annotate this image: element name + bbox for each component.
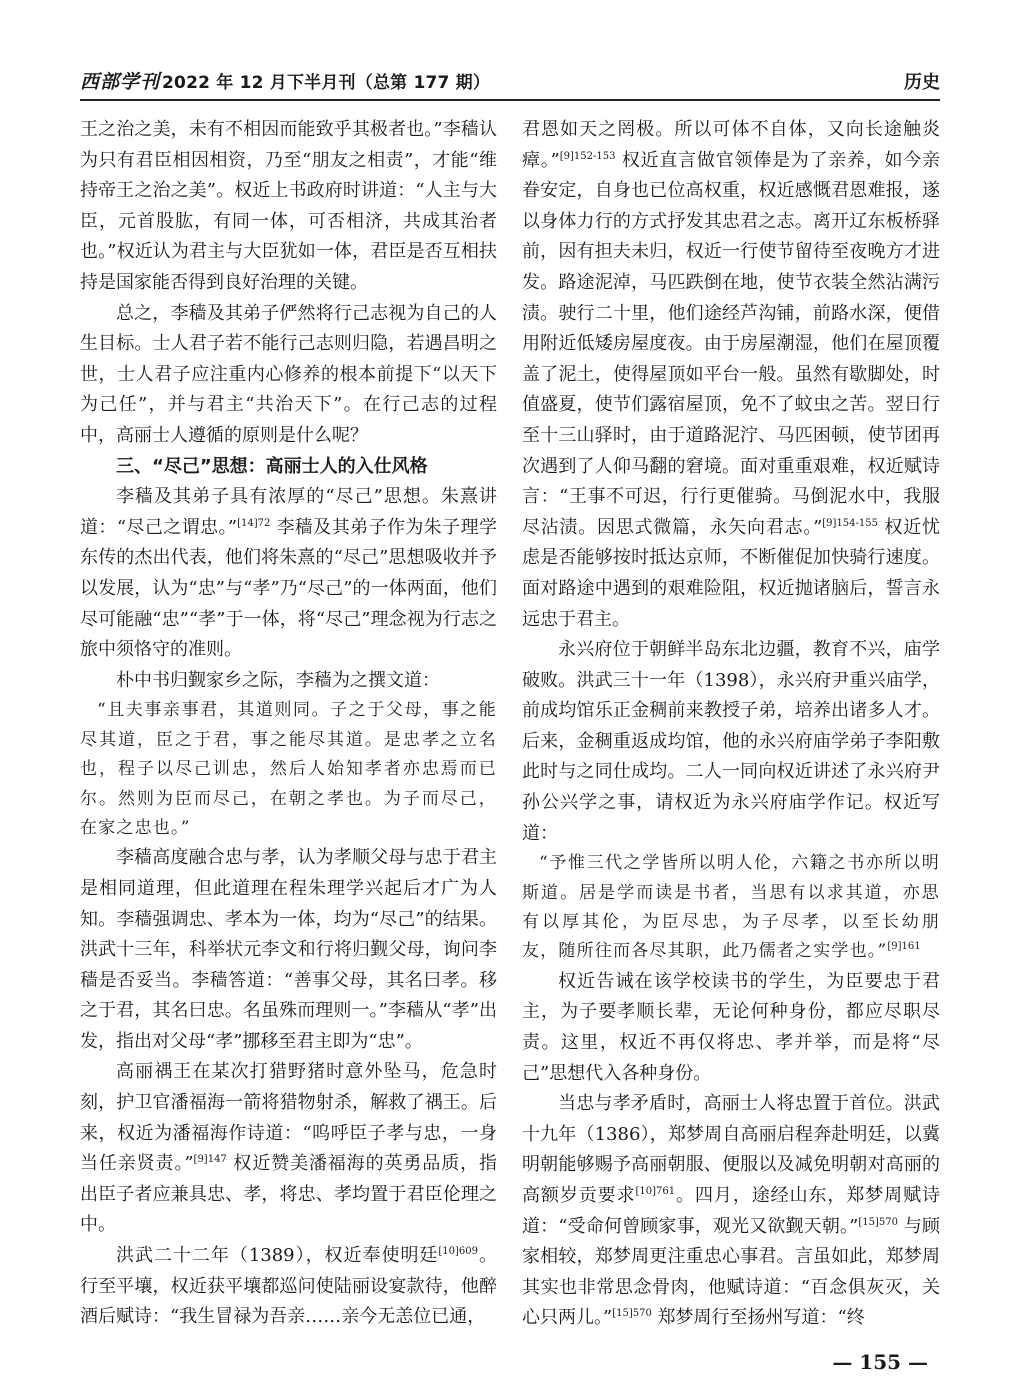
- right-column: [522, 115, 940, 1343]
- issue-info: 2022 年 12 月下半月刊（总第 177 期）: [162, 73, 491, 93]
- paragraph: [80, 482, 497, 666]
- running-header: [80, 68, 940, 101]
- text-run: 权近直言做官领俸是为了亲养，如今亲眷安定，自身也已位高权重，权近感慨君恩难报，遂以身体力行的方式抒发其忠君之志。离开辽东板桥驿前，因有担夫未归，权近一行使节留待至夜晚方才进发。路途泥淖，马匹跌倒在地，使节衣装全然沾满污渍。驶行二十里，他们途经芦沟铺，前路水深，便借用附近低矮房屋度夜。由于房屋潮湿，他们在屋顶覆盖了泥土，使得屋顶如平台一般。虽然有歇脚处，时值盛夏，使节们露宿屋顶，免不了蚊虫之苦。翌日行至十三山驿时，由于道路泥泞、马匹困顿，使节团再次遇到了人仰马翻的窘境。面对重重艰难，权近赋诗言：“王事不可迟，行行更催骑。马倒泥水中，我服尽沾渍。因思式微篇，永矢向君志。”: [522, 149, 940, 538]
- citation-ref: [9]152-153: [559, 150, 616, 162]
- text-run: 王之治之美，未有不相因而能致乎其极者也。”李穑认为只有君臣相因相资，乃至“朋友之相责”，才能“维持帝王之治之美”。权近上书政府时讲道：“人主与大臣，元首股肱，有同一体，可否相济，共成其治者也。”权近认为君主与大臣犹如一体，君臣是否互相扶持是国家能否得到良好治理的关键。: [80, 119, 497, 293]
- text-run: 权近赞美潘福海的英勇品质，指出臣子者应兼具忠、孝，将忠、孝均置于君臣伦理之中。: [80, 1153, 497, 1236]
- text-run: 权近忧虑是否能够按时抵达京师，不断催促加快骑行速度。面对路途中遇到的艰难险阻，权近抛诸脑后，誓言永远忠于君主。: [522, 516, 940, 630]
- text-run: 当忠与孝矛盾时，高丽士人将忠置于首位。洪武十九年（1386），郑梦周自高丽启程奔赴明廷，以冀明朝能够赐予高丽朝服、便服以及减免明朝对高丽的高额岁贡要求: [522, 1093, 940, 1207]
- citation-ref: [9]147: [193, 1154, 227, 1166]
- text-run: 权近告诫在该学校读书的学生，为臣要忠于君主，为子要孝顺长辈，无论何种身份，都应尽职尽责。这里，权近不再仅将忠、孝并举，而是将“尽己”思想代入各种身份。: [522, 970, 940, 1084]
- text-run: 三、“尽己”思想：高丽士人的入仕风格: [116, 455, 428, 477]
- text-run: 郑梦周行至扬州写道：“终: [651, 1307, 865, 1329]
- header-left: [80, 67, 490, 94]
- left-column: [80, 115, 497, 1343]
- paragraph: [80, 115, 497, 299]
- paragraph: [522, 635, 940, 849]
- text-run: 朴中书归觐家乡之际，李穑为之撰文道：: [116, 669, 440, 691]
- citation-ref: [15]570: [858, 1216, 898, 1228]
- text-run: 。四月，途经山东，郑梦周赋诗道：“受命何曾顾家事，观光又欲觐天朝。”: [522, 1185, 940, 1237]
- text-run: “且夫事亲事君，其道则同。子之于父母，事之能尽其道，臣之于君，事之能尽其道。是忠孝之立名也，程子以尽己训忠，然后人始知孝者亦忠焉而已尔。然则为臣而尽己，在朝之孝也。为子而尽己，在家之忠也。”: [80, 700, 497, 838]
- text-run: 李穑高度融合忠与孝，认为孝顺父母与忠于君主是相同道理，但此道理在程朱理学兴起后才广为人知。李穑强调忠、孝本为一体，均为“尽己”的结果。洪武十三年，科举状元李文和行将归觐父母，询问李穑是否妥当。李穑答道：“善事父母，其名曰孝。移之于君，其名曰忠。名虽殊而理则一。”李穑从“孝”出发，指出对父母“孝”挪移至君主即为“忠”。: [80, 847, 497, 1052]
- text-run: 与顾家相较，郑梦周更注重忠心事君。言虽如此，郑梦周其实也非常思念骨肉，他赋诗道：“百念俱灰灭，关心只两儿。”: [522, 1215, 940, 1329]
- paragraph: [80, 1057, 497, 1241]
- paragraph: [80, 843, 497, 1057]
- citation-ref: [9]154-155: [822, 517, 878, 529]
- citation-ref: [10]761: [635, 1186, 676, 1198]
- paragraph: [80, 666, 497, 697]
- citation-ref: [14]72: [237, 517, 271, 529]
- journal-logo: 西部学刊: [80, 71, 161, 93]
- text-run: 总之，李穑及其弟子俨然将行己志视为自己的人生目标。士人君子若不能行己志则归隐，若遇昌明之世，士人君子应注重内心修养的根本前提下“以天下为己任”，并与君主“共治天下”。在行己志的过程中，高丽士人遵循的原则是什么呢？: [80, 302, 497, 446]
- text-run: 永兴府位于朝鲜半岛东北边疆，教育不兴，庙学破败。洪武三十一年（1398），永兴府尹重兴庙学，前成均馆乐正金稠前来教授子弟，培养出诸多人才。后来，金稠重返成均馆，他的永兴府庙学弟子李阳敷此时与之同仕成均。二人一同向权近讲述了永兴府尹孙公兴学之事，请权近为永兴府庙学作记。权近写道：: [522, 639, 940, 844]
- section-name: 历史: [904, 72, 940, 93]
- citation-ref: [15]570: [612, 1308, 652, 1320]
- paragraph: [80, 1241, 497, 1333]
- paragraph: [522, 967, 940, 1089]
- text-run: 洪武二十二年（1389），权近奉使明廷: [116, 1245, 439, 1267]
- text-run: “予惟三代之学皆所以明人伦，六籍之书亦所以明斯道。居是学而读是书者，当思有以求其道，亦思有以厚其伦，为臣尽忠，为子尽孝，以至长幼朋友，随所往而各尽其职，此乃儒者之实学也。”: [522, 853, 940, 962]
- page-number: — 155 —: [832, 1350, 928, 1374]
- citation-ref: [10]609: [438, 1246, 479, 1258]
- block-quote: [80, 696, 497, 843]
- text-run: 。行至平壤，权近获平壤都巡问使陆丽设宴款待，他醉酒后赋诗：“我生冒禄为吾亲……亲今无恙位已通，: [80, 1245, 497, 1328]
- paragraph: [80, 299, 497, 452]
- paragraph: [522, 115, 940, 635]
- text-run: 高丽禑王在某次打猎野猪时意外坠马，危急时刻，护卫官潘福海一箭将猎物射杀，解救了禑王。后来，权近为潘福海作诗道：“呜呼臣子孝与忠，一身当任亲贤责。”: [80, 1061, 497, 1175]
- citation-ref: [9]161: [887, 941, 921, 953]
- text-run: 李穑及其弟子具有浓厚的“尽己”思想。朱熹讲道：“尽己之谓忠。”: [80, 486, 497, 538]
- section-heading: [80, 452, 497, 483]
- block-quote: [522, 849, 940, 967]
- text-run: 君恩如天之罔极。所以可体不自体，又向长途触炎瘴。”: [522, 119, 940, 171]
- paragraph: [522, 1089, 940, 1334]
- text-run: 李穑及其弟子作为朱子理学东传的杰出代表，他们将朱熹的“尽己”思想吸收并予以发展，认为“忠”与“孝”乃“尽己”的一体两面，他们尽可能融“忠”“孝”于一体，将“尽己”理念视为行志之旅中须恪守的准则。: [80, 516, 497, 661]
